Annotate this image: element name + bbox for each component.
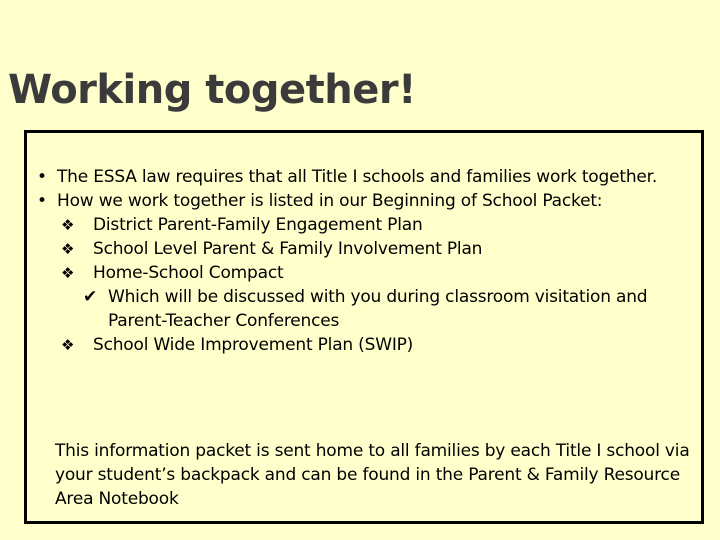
- diamond-bullet-icon: ❖: [61, 216, 75, 234]
- diamond-bullet-icon: ❖: [61, 336, 75, 354]
- sub-bullet-compact: [35, 261, 693, 285]
- sub-bullet-text: School Wide Improvement Plan (SWIP): [93, 335, 414, 355]
- info-paragraph: This information packet is sent home to all families by each Title I school via your student’s backpack and can be found in the Parent & Family Resource Area Notebook: [55, 441, 690, 509]
- bullet-list: [35, 165, 693, 357]
- bullet-essa-law: [35, 165, 693, 189]
- check-bullet-discussed: [35, 285, 693, 333]
- content-box: [24, 130, 704, 524]
- sub-bullet-swip: [35, 333, 693, 357]
- sub-bullet-text: District Parent-Family Engagement Plan: [93, 215, 423, 235]
- slide-title: Working together!: [8, 67, 416, 113]
- diamond-bullet-icon: ❖: [61, 240, 75, 258]
- bullet-how-we-work: [35, 189, 693, 213]
- bullet-dot-icon: •: [37, 191, 47, 211]
- bullet-text: The ESSA law requires that all Title I schools and families work together.: [57, 167, 658, 187]
- check-bullet-text: Which will be discussed with you during classroom visitation and Parent-Teacher Conferences: [108, 287, 648, 331]
- sub-bullet-school-level-plan: [35, 237, 693, 261]
- sub-bullet-district-plan: [35, 213, 693, 237]
- sub-bullet-text: School Level Parent & Family Involvement Plan: [93, 239, 483, 259]
- checkmark-icon: ✔: [83, 287, 98, 307]
- bullet-dot-icon: •: [37, 167, 47, 187]
- bullet-text: How we work together is listed in our Beginning of School Packet:: [57, 191, 603, 211]
- sub-bullet-text: Home-School Compact: [93, 263, 284, 283]
- diamond-bullet-icon: ❖: [61, 264, 75, 282]
